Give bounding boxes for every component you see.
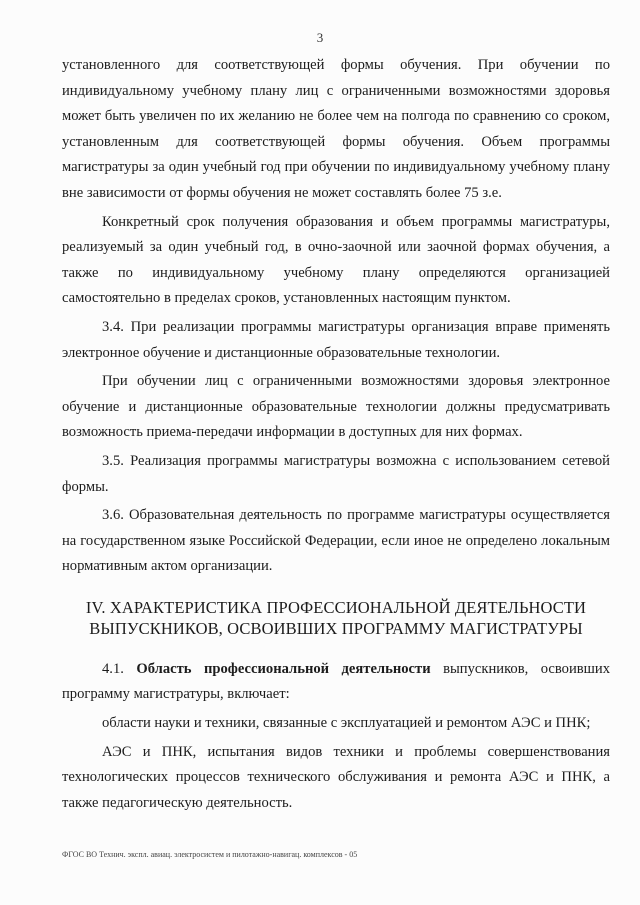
document-footer: ФГОС ВО Технич. экспл. авиац. электросистем и пилотажно-навигац. комплексов - 05: [62, 850, 358, 859]
section-heading-line-1: IV. ХАРАКТЕРИСТИКА ПРОФЕССИОНАЛЬНОЙ ДЕЯТЕЛЬНОСТИ: [85, 597, 587, 617]
paragraph-duration-continuation: установленного для соответствующей формы обучения. При обучении по индивидуальному учебному плану лиц с ограниченными возможностями здоровья может быть увеличен по их желанию не более чем на полгода по сравнению со сроком, установленным для соответствующей формы обучения. Объем программы магистратуры за один учебный год при обучении по индивидуальному учебному плану вне зависимости от формы обучения не может составлять более 75 з.е.: [62, 57, 610, 201]
paragraph-disabled-learning: При обучении лиц с ограниченными возможностями здоровья электронное обучение и дистанционные образовательные технологии должны предусматривать возможность приема-передачи информации в доступных для них формах.: [62, 373, 610, 441]
paragraph-4-1-number: 4.1.: [102, 660, 124, 677]
paragraph-4-1-bold-term: Область профессиональной деятельности: [136, 660, 431, 677]
list-item-science-areas: области науки и техники, связанные с эксплуатацией и ремонтом АЭС и ПНК;: [102, 715, 591, 732]
paragraph-3-6: 3.6. Образовательная деятельность по программе магистратуры осуществляется на государственном языке Российской Федерации, если иное не определено локальным нормативным актом организации.: [62, 507, 610, 575]
section-heading-line-2: ВЫПУСКНИКОВ, ОСВОИВШИХ ПРОГРАММУ МАГИСТРАТУРЫ: [89, 618, 583, 638]
paragraph-4-1: [62, 657, 610, 708]
paragraph-specific-term: Конкретный срок получения образования и объем программы магистратуры, реализуемый за один учебный год, в очно-заочной или заочной формах обучения, а также по индивидуальному учебному плану определяются организацией самостоятельно в пределах сроков, установленных настоящим пунктом.: [62, 213, 610, 307]
page-number: 3: [316, 30, 324, 45]
paragraph-3-4: 3.4. При реализации программы магистратуры организация вправе применять электронное обучение и дистанционные образовательные технологии.: [62, 318, 610, 361]
document-body: [62, 50, 610, 816]
section-heading: [62, 597, 610, 639]
paragraph-3-5: 3.5. Реализация программы магистратуры возможна с использованием сетевой формы.: [62, 452, 610, 495]
list-item-aes-pnk: АЭС и ПНК, испытания видов техники и проблемы совершенствования технологических процессов технического обслуживания и ремонта АЭС и ПНК, а также педагогическую деятельность.: [62, 743, 610, 811]
paragraph-4-1-rest: выпускников, освоивших программу магистратуры, включает:: [62, 660, 610, 703]
